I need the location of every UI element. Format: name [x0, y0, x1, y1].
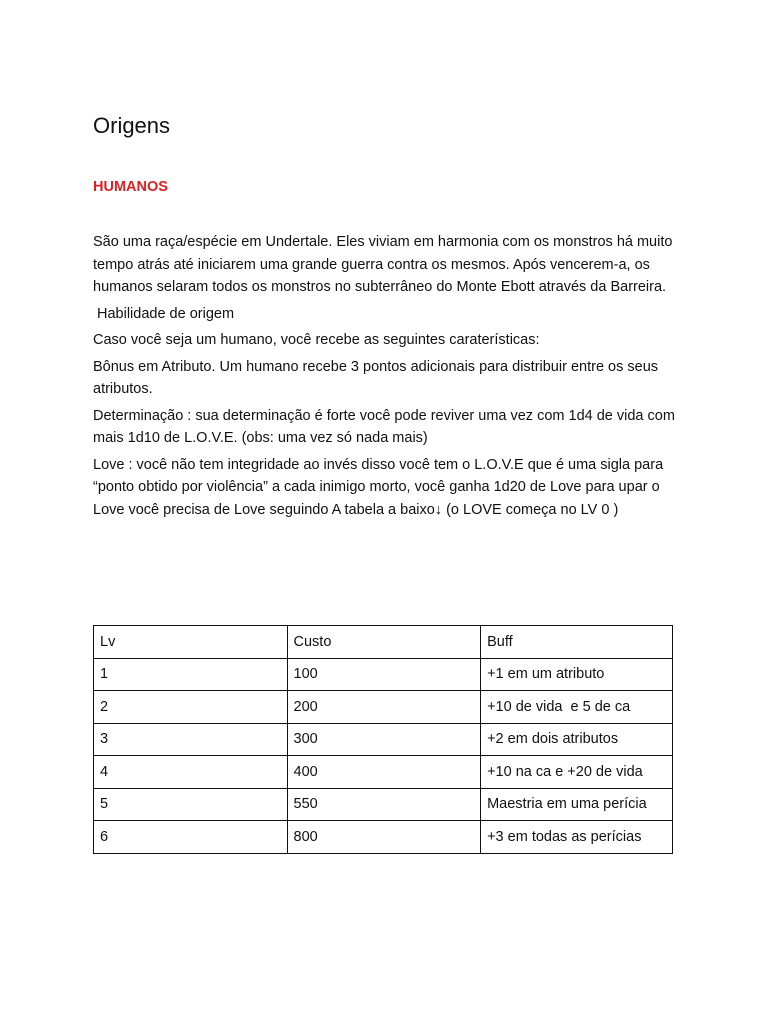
header-lv: Lv: [94, 626, 288, 659]
cell-lv: 6: [94, 821, 288, 854]
paragraph-attribute-bonus: Bônus em Atributo. Um humano recebe 3 pontos adicionais para distribuir entre os seus atributos.: [93, 358, 659, 397]
love-level-table: [93, 625, 673, 854]
cell-lv: 2: [94, 691, 288, 724]
cell-custo: 100: [287, 658, 481, 691]
cell-buff: +10 de vida e 5 de ca: [481, 691, 673, 724]
cell-lv: 5: [94, 788, 288, 821]
table-header-row: [94, 626, 673, 659]
table-row: [94, 658, 673, 691]
cell-lv: 1: [94, 658, 288, 691]
paragraph-description: São uma raça/espécie em Undertale. Eles viviam em harmonia com os monstros há muito tempo atrás até iniciarem uma grande guerra contra os mesmos. Após vencerem-a, os humanos selaram todos os monstros no subterrâneo do Monte Ebott através da Barreira.: [93, 234, 673, 295]
paragraph-love: Love : você não tem integridade ao invés disso você tem o L.O.V.E que é uma sigla para “ponto obtido por violência” a cada inimigo morto, você ganha 1d20 de Love para upar o Love você precisa de Love seguindo A tabela a baixo↓ (o LOVE começa no LV 0 ): [93, 456, 664, 518]
cell-buff: +1 em um atributo: [481, 658, 673, 691]
header-buff: Buff: [481, 626, 673, 659]
table-row: [94, 756, 673, 789]
cell-buff: +10 na ca e +20 de vida: [481, 756, 673, 789]
cell-custo: 400: [287, 756, 481, 789]
table-row: [94, 788, 673, 821]
header-custo: Custo: [287, 626, 481, 659]
cell-custo: 550: [287, 788, 481, 821]
paragraph-determination: Determinação : sua determinação é forte você pode reviver uma vez com 1d4 de vida com mais 1d10 de L.O.V.E. (obs: uma vez só nada mais): [93, 407, 675, 446]
section-heading: HUMANOS: [93, 179, 168, 195]
paragraph-characteristics-intro: Caso você seja um humano, você recebe as seguintes caraterísticas:: [93, 332, 540, 348]
table-row: [94, 723, 673, 756]
cell-lv: 3: [94, 723, 288, 756]
table-row: [94, 821, 673, 854]
cell-custo: 200: [287, 691, 481, 724]
cell-lv: 4: [94, 756, 288, 789]
cell-custo: 300: [287, 723, 481, 756]
cell-buff: +2 em dois atributos: [481, 723, 673, 756]
body-text: [93, 231, 683, 525]
page-title: Origens: [93, 113, 171, 138]
table-row: [94, 691, 673, 724]
cell-custo: 800: [287, 821, 481, 854]
cell-buff: Maestria em uma perícia: [481, 788, 673, 821]
paragraph-origin-ability: Habilidade de origem: [97, 305, 235, 322]
cell-buff: +3 em todas as perícias: [481, 821, 673, 854]
